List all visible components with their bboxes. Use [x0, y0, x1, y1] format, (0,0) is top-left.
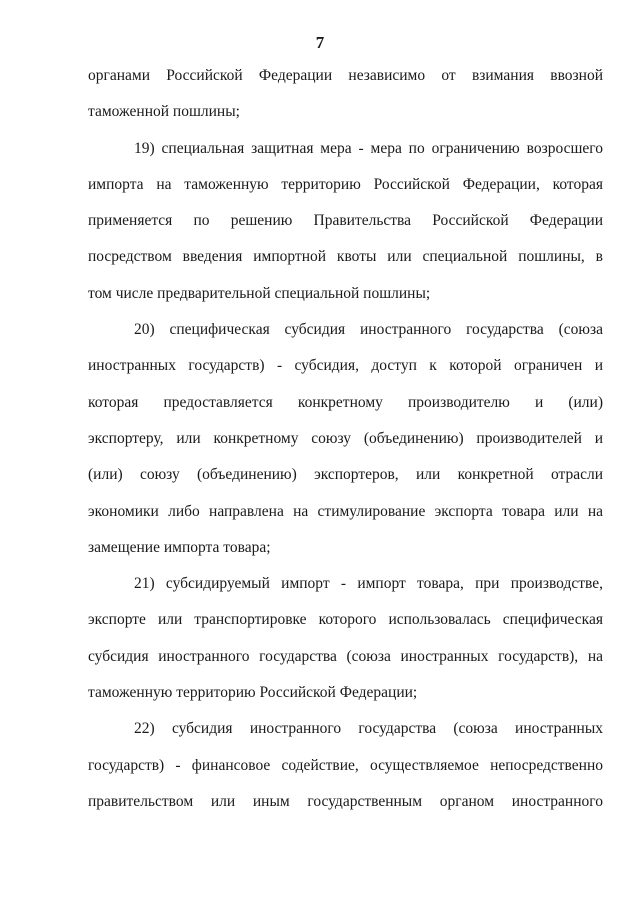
text-line: 22) субсидия иностранного государства (союза иностранных	[134, 720, 603, 738]
text-line: (или) союзу (объединению) экспортеров, или конкретной отрасли	[88, 466, 603, 484]
text-line: органами Российской Федерации независимо от взимания ввозной	[88, 67, 603, 84]
text-line: посредством введения импортной квоты или специальной пошлины, в	[88, 248, 603, 266]
text-line: правительством или иным государственным органом иностранного	[88, 792, 603, 810]
document-body	[88, 58, 603, 820]
paragraph-item-20	[88, 312, 603, 566]
text-line: применяется по решению Правительства Российской Федерации	[88, 212, 603, 230]
text-line: 19) специальная защитная мера - мера по ограничению возросшего	[134, 139, 603, 157]
paragraph-continuation	[88, 58, 603, 131]
paragraph-item-19	[88, 131, 603, 312]
text-line: государств) - финансовое содействие, осуществляемое непосредственно	[88, 756, 603, 774]
text-line: субсидия иностранного государства (союза иностранных государств), на	[88, 647, 603, 665]
text-line: том числе предварительной специальной пошлины;	[88, 284, 431, 302]
text-line: 20) специфическая субсидия иностранного государства (союза	[134, 321, 603, 339]
page-number: 7	[315, 33, 325, 52]
text-line: иностранных государств) - субсидия, доступ к которой ограничен и	[88, 357, 603, 375]
text-line: таможенной пошлины;	[88, 103, 240, 121]
text-line: экспортеру, или конкретному союзу (объединению) производителей и	[88, 429, 603, 447]
text-line: импорта на таможенную территорию Российской Федерации, которая	[88, 175, 603, 193]
text-line: которая предоставляется конкретному производителю и (или)	[88, 393, 603, 411]
text-line: таможенную территорию Российской Федерации;	[88, 684, 418, 702]
paragraph-item-22	[88, 711, 603, 820]
text-line: экспорте или транспортировке которого использовалась специфическая	[88, 611, 603, 629]
text-line: 21) субсидируемый импорт - импорт товара, при производстве,	[134, 575, 603, 593]
text-line: замещение импорта товара;	[88, 538, 271, 556]
text-line: экономики либо направлена на стимулирование экспорта товара или на	[88, 502, 603, 520]
paragraph-item-21	[88, 566, 603, 711]
